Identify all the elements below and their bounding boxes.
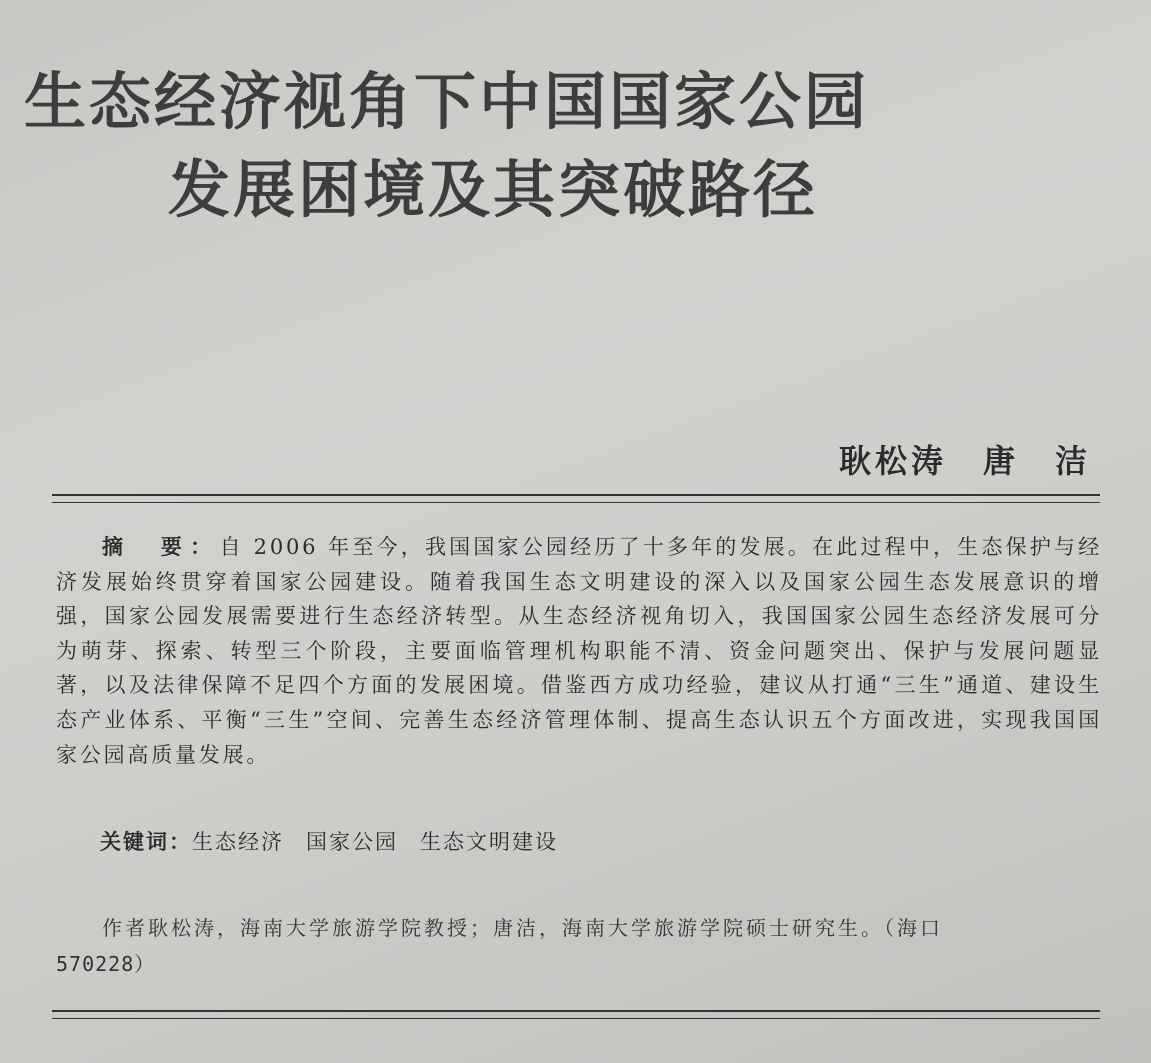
keyword-item: 生态文明建设 [420,830,558,854]
author-note-text: 作者耿松涛，海南大学旅游学院教授；唐洁，海南大学旅游学院硕士研究生。（海口 [102,916,943,940]
bottom-divider [52,1010,1100,1019]
abstract-paragraph [56,530,1102,772]
keyword-item: 生态经济 [192,830,284,854]
top-divider [52,494,1100,503]
keyword-item: 国家公园 [306,830,398,854]
postal-code: 570228） [56,952,156,976]
author-names: 耿松涛 唐 洁 [838,442,1091,480]
title-line-1: 生态经济视角下中国国家公园 [24,65,870,138]
keywords-line [100,826,580,856]
abstract-label: 摘 要： [102,535,220,559]
keywords-label: 关键词： [100,830,192,854]
title-line-2: 发展困境及其突破路径 [168,153,819,226]
author-note [56,910,1096,982]
abstract-text: 自 2006 年至今，我国国家公园经历了十多年的发展。在此过程中，生态保护与经济发展始终贯穿着国家公园建设。随着我国生态文明建设的深入以及国家公园生态发展意识的增强，国家公园发展需要进行生态经济转型。从生态经济视角切入，我国国家公园生态经济发展可分为萌芽、探索、转型三个阶段，主要面临管理机构职能不清、资金问题突出、保护与发展问题显著，以及法律保障不足四个方面的发展困境。借鉴西方成功经验，建议从打通“三生”通道、建设生态产业体系、平衡“三生”空间、完善生态经济管理体制、提高生态认识五个方面改进，实现我国国家公园高质量发展。 [56,535,1103,767]
